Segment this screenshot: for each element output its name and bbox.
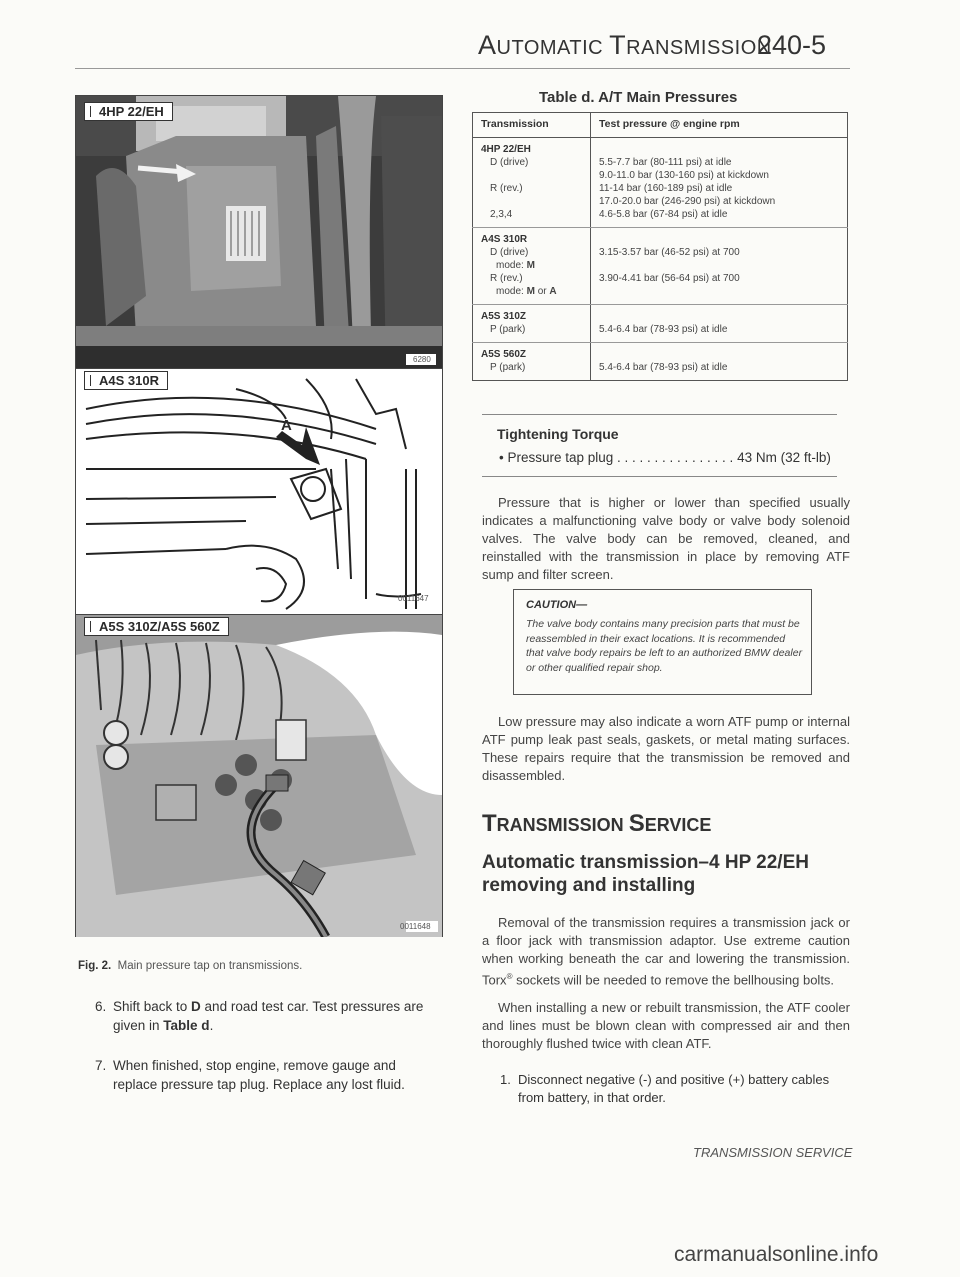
step-6: 6. Shift back to D and road test car. Test pressures are given in Table d.	[95, 999, 424, 1033]
running-header-title: AUTOMATIC TRANSMISSION	[478, 30, 772, 60]
paragraph-installing: When installing a new or rebuilt transmission, the ATF cooler and lines must be blown clean with compressed air and then thoroughly flushed twice with clean ATF.	[482, 1000, 850, 1051]
column-header-transmission: Transmission	[473, 113, 591, 138]
drawing-a4s310r	[76, 368, 442, 614]
caution-text: The valve body contains many precision parts that must be reassembled in their exact locations. It is recommended that valve body repairs be left to an authorized BMW dealer or other qualified repair shop.	[526, 618, 803, 674]
table-row: A5S 560Z P (park) 5.4-6.4 bar (78-93 psi) at idle	[473, 343, 848, 381]
caution-title: CAUTION—	[526, 599, 588, 611]
table-title: Table d. A/T Main Pressures	[539, 89, 738, 106]
figure-caption: Fig. 2. Main pressure tap on transmissions.	[78, 960, 303, 972]
photo-4hp22eh	[76, 96, 442, 368]
table-row: 4HP 22/EH D (drive) R (rev.) 2,3,4 5.5-7.7 bar (80-111 psi) at idle 9.0-11.0 bar (130-160 psi) at kickdown 11-14 bar (160-189 psi) at idle 17.0-20.0 bar (246-290 psi) at kickdown 4.6-5.8 bar (67-84 psi) at idle	[473, 138, 848, 228]
section-title: TRANSMISSION SERVICE	[482, 810, 712, 837]
paragraph-valve-body: Pressure that is higher or lower than specified usually indicates a malfunctioning valve body or valve body solenoid valves. The valve body can be removed, cleaned, and reinstalled with the transmission in place by removing ATF sump and filter screen.	[482, 495, 850, 582]
step-7: 7. When finished, stop engine, remove gauge and replace pressure tap plug. Replace any lost fluid.	[95, 1058, 405, 1092]
callout-a: A	[281, 417, 292, 434]
torque-bottom-rule	[482, 476, 837, 477]
panel-tag-a4s310r: A4S 310R	[84, 371, 168, 390]
running-footer: TRANSMISSION SERVICE	[693, 1145, 853, 1160]
pressure-table	[472, 112, 848, 381]
photo-a5s310z-a5s560z	[76, 614, 442, 937]
torque-heading: Tightening Torque	[497, 426, 619, 442]
table-row: A5S 310Z P (park) 5.4-6.4 bar (78-93 psi) at idle	[473, 305, 848, 343]
subsection-title: Automatic transmission–4 HP 22/EH removing and installing	[482, 852, 809, 896]
paragraph-removal: Removal of the transmission requires a transmission jack or a floor jack with transmission adaptor. Use extreme caution when working beneath the car and lowering the transmission. Torx® sockets will be needed to remove the bellhousing bolts.	[482, 915, 850, 988]
panel-tag-4hp22eh: 4HP 22/EH	[84, 102, 173, 121]
caution-box	[513, 589, 812, 695]
table-header-row	[473, 113, 848, 138]
page-number: 240-5	[757, 30, 827, 60]
paragraph-low-pressure: Low pressure may also indicate a worn ATF pump or internal ATF pump leak past seals, gaskets, or metal mating surfaces. These repairs require that the transmission be removed and disassembled.	[482, 714, 850, 783]
watermark: carmanualsonline.info	[674, 1243, 879, 1266]
figure-code-0011647: 0011647	[398, 594, 429, 603]
torque-top-rule	[482, 414, 837, 415]
step-1: 1. Disconnect negative (-) and positive (+) battery cables from battery, in that order.	[500, 1072, 830, 1105]
figure-2	[75, 95, 443, 937]
panel-tag-a5s310z-a5s560z: A5S 310Z/A5S 560Z	[84, 617, 229, 636]
torque-item: • Pressure tap plug . . . . . . . . . . . . . . . . 43 Nm (32 ft-lb)	[499, 450, 831, 465]
table-row: A4S 310R D (drive) mode: M R (rev.) mode: M or A 3.15-3.57 bar (46-52 psi) at 700 3.90-4.41 bar (56-64 psi) at 700	[473, 228, 848, 305]
figure-code-6280: 6280	[413, 355, 431, 364]
column-header-test-pressure: Test pressure @ engine rpm	[591, 113, 848, 138]
header-rule	[75, 68, 850, 69]
figure-code-0011648: 0011648	[400, 922, 431, 931]
